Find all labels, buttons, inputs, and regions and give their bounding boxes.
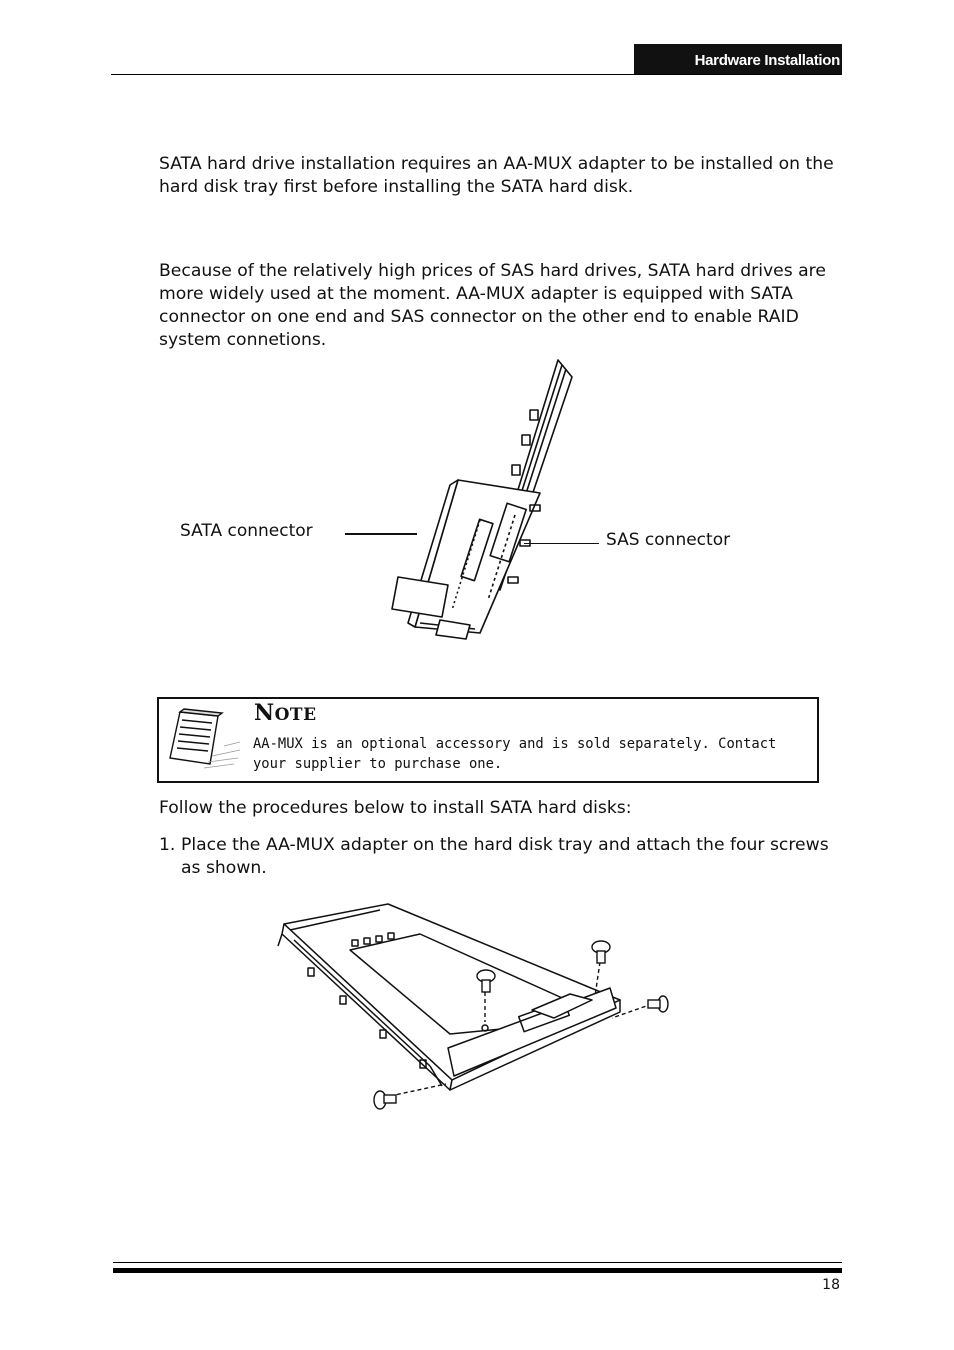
intro-paragraph-2: Because of the relatively high prices of SAS hard drives, SATA hard drives are more widely used at the moment. AA-MUX adapter is equipped with SATA connector on one end and SAS connector on the other end to enable RAID system connetions. [159, 261, 826, 350]
aa-mux-adapter-illustration [380, 355, 590, 645]
sas-connector-leader-line [524, 543, 599, 544]
sata-connector-leader-line [345, 533, 417, 535]
header-rule [111, 74, 841, 75]
hard-disk-tray-illustration [270, 900, 680, 1122]
step-number: 1. [159, 835, 176, 855]
note-title: NOTE [254, 700, 317, 726]
page-number: 18 [822, 1277, 840, 1293]
sata-connector-label: SATA connector [180, 521, 313, 541]
step-text: Place the AA-MUX adapter on the hard disk tray and attach the four screws as shown. [181, 835, 829, 878]
footer-thin-rule [113, 1262, 842, 1263]
procedure-intro: Follow the procedures below to install SATA hard disks: [159, 798, 632, 818]
note-text: AA-MUX is an optional accessory and is sold separately. Contact your supplier to purchase one. [253, 736, 777, 772]
intro-paragraph-1: SATA hard drive installation requires an AA-MUX adapter to be installed on the hard disk tray first before installing the SATA hard disk. [159, 154, 834, 197]
section-title: Hardware Installation [694, 52, 840, 69]
section-header-tab [634, 44, 842, 75]
footer-thick-rule [113, 1268, 842, 1273]
note-paper-icon [166, 706, 244, 772]
sas-connector-label: SAS connector [606, 530, 731, 550]
